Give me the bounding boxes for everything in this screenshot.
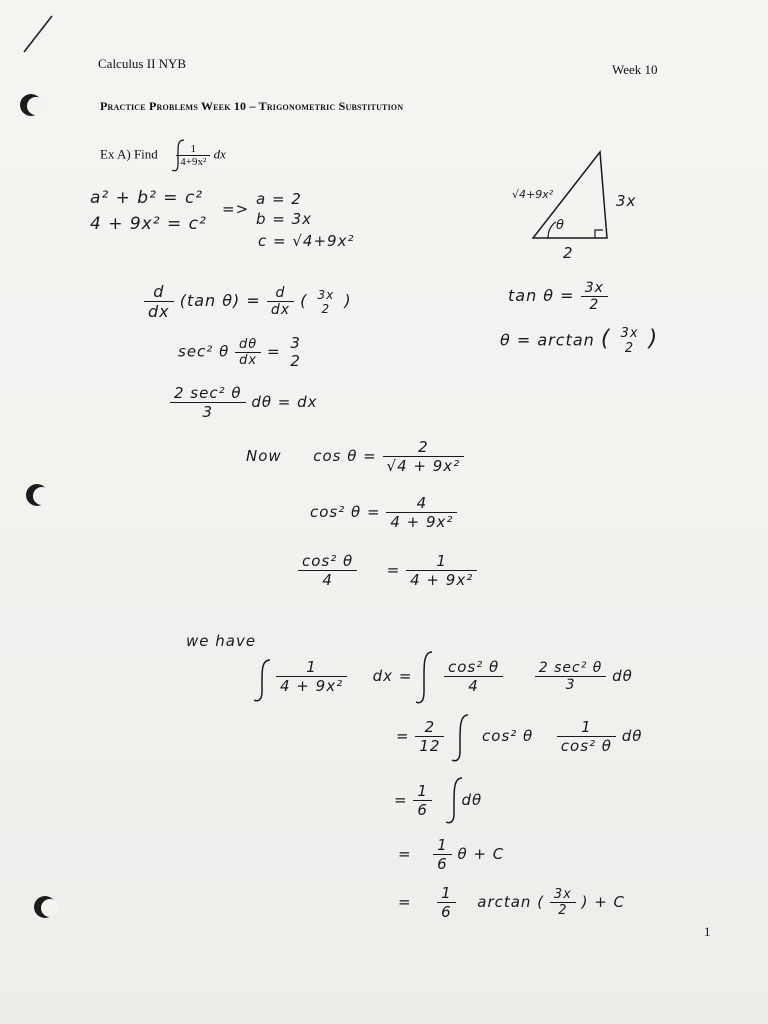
we-have-label: we have [186,632,257,650]
page-title: Practice Problems Week 10 – Trigonometric Substitution [100,99,404,113]
angle-arc [548,222,556,238]
triangle-opposite: 3x [616,192,637,210]
implies-arrow: => [222,200,250,218]
course-name: Calculus II NYB [98,56,187,71]
differential: dx [213,146,226,162]
side-c: c = √4+9x² [258,232,355,250]
pythagoras-line-2: 4 + 9x² = c² [90,214,207,234]
binder-hole [34,896,56,918]
triangle-hypotenuse: √4+9x² [512,188,554,201]
cos-line-2: cos² θ = $\frac{4}{\text{4 + 9x²}}$ [310,494,457,531]
solution-row-5: = $\frac{1}{6}$ arctan ( $\frac{3x}{2}$ ) + C [398,884,626,921]
triangle-angle: θ [556,218,565,233]
tan-relation: tan θ = $\frac{3x}{2}$ [508,280,608,313]
corner-slash [24,16,52,52]
right-angle-marker [595,230,603,238]
theta-arctan: θ = arctan ( 3x 2 ) [500,326,659,356]
week-label: Week 10 [612,62,658,77]
solution-row-2: = $\frac{2}{12}$ cos² θ $\frac{1}{\text{cos² θ}}$ dθ [396,718,643,755]
pythagoras-line-1: a² + b² = c² [90,188,204,208]
integral-sign [254,660,270,701]
side-a: a = 2 [256,190,302,208]
triangle-adjacent: 2 [563,244,574,262]
exercise-find: Find [133,146,158,162]
solution-row-3: = $\frac{1}{6}$ dθ [394,782,483,819]
solution-row-4: = $\frac{1}{6}$ θ + C [398,836,505,873]
cos-line-1: Now cos θ = $\frac{2}{\text{√4 + 9x²}}$ [246,438,464,475]
side-b: b = 3x [256,210,313,228]
derivative-line: $\frac{d}{dx}$ (tan θ) = $\frac{d}{dx}$ ( 3x 2 ) [144,282,352,321]
dx-solution-line: $\frac{\text{2 sec² θ}}{3}$ dθ = dx [170,384,318,421]
cos-line-3: $\frac{\text{cos² θ}}{4}$ = $\frac{1}{\text{4 + 9x²}}$ [298,552,477,589]
integrand: $\frac{1}{\text{4+9x²}}$ [176,143,210,168]
exercise-label: Ex A) [100,146,131,162]
binder-hole [20,94,42,116]
binder-hole [26,484,48,506]
solution-row-1: $\frac{1}{\text{4 + 9x²}}$ dx = $\frac{\text{cos² θ}}{4}$ $\frac{\text{2 sec² θ}}{3}$ dθ [276,658,633,695]
sec-squared-line: sec² θ $\frac{d\theta}{dx}$ = 3 2 [178,334,301,370]
exercise-prompt [100,143,226,168]
page-number: 1 [704,924,711,939]
